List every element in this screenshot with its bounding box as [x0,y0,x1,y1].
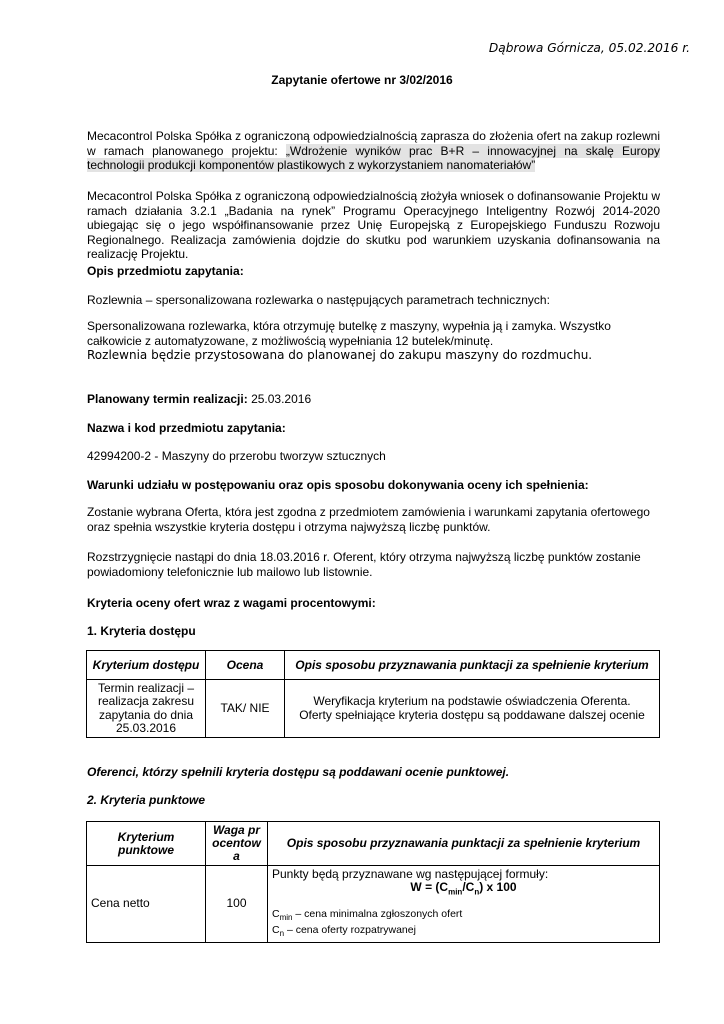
legend-min [272,908,655,924]
table-cell [285,680,660,738]
deadline-label: Planowany termin realizacji: [87,392,248,406]
conditions-paragraph-1: Zostanie wybrana Oferta, która jest zgodna z przedmiotem zamówienia i warunkami zapytania ofertowego oraz spełnia wszystkie kryteria dostępu i otrzyma najwyższą liczbę punktów. [87,505,650,534]
legend-subscript: n [279,929,285,939]
formula-cell [268,866,660,943]
table-cell: TAK/ NIE [206,680,285,738]
access-criteria-heading: 1. Kryteria dostępu [87,624,196,638]
table-header: Kryterium punktowe [87,822,206,866]
conditions-heading: Warunki udziału w postępowaniu oraz opis sposobu dokonywania oceny ich spełnienia: [87,478,589,492]
formula-part: /C [462,880,475,895]
subject-heading: Opis przedmiotu zapytania: [87,264,244,278]
criteria-heading: Kryteria oceny ofert wraz z wagami procentowymi: [87,596,376,610]
desc-line-1: Weryfikacja kryterium na podstawie oświadczenia Oferenta. [313,694,631,709]
formula-part: W = (C [410,880,449,895]
subject-intro: Rozlewnia – spersonalizowana rozlewarka o następujących parametrach technicznych: [87,293,550,307]
intro-paragraph [87,129,660,173]
table-header-row [87,822,660,866]
formula-subscript: min [448,887,463,897]
formula-part: ) x 100 [479,880,517,895]
desc-line-2: Oferty spełniające kryteria dostępu są poddawane dalszej ocenie [299,707,645,722]
points-criteria-heading: 2. Kryteria punktowe [87,793,206,807]
table-header: Ocena [206,651,285,680]
formula-intro: Punkty będą przyznawane wg następującej formuły: [272,867,549,881]
legend-text: – cena oferty rozpatrywanej [284,924,416,937]
code-value: 42994200-2 - Maszyny do przerobu tworzyw sztucznych [87,449,386,463]
table-row [87,866,660,943]
legend-subscript: min [279,913,293,923]
deadline-line [87,392,660,407]
code-heading: Nazwa i kod przedmiotu zapytania: [87,421,286,435]
table-row [87,680,660,738]
funding-paragraph: Mecacontrol Polska Spółka z ograniczoną odpowiedzialnością złożyła wniosek o dofinansowanie Projektu w ramach działania 3.2.1 „Badania na rynek” Programu Operacyjnego Inteligentny Rozwój 2014-2020 ubiegając się o jego współfinansowanie przez Unię Europejską z Europejskiego Funduszu Rozwoju Regionalnego. Realizacja zamówienia dojdzie do skutku pod warunkiem uzyskania dofinansowania na realizację Projektu. [87,189,660,262]
subject-description: Spersonalizowana rozlewarka, która otrzymuję butelkę z maszyny, wypełnia ją i zamyka. Wszystko całkowicie z automatyzowane, z możliwością wypełniania 12 butelek/minutę. [87,319,611,348]
legend-symbol: C [272,907,280,920]
table-header: Opis sposobu przyznawania punktacji za spełnienie kryterium [268,822,660,866]
subject-note: Rozlewnia będzie przystosowana do planowanej do zakupu maszyny do rozdmuchu. [87,348,593,362]
formula [272,881,655,899]
legend-symbol: C [272,924,280,937]
table-header-row [87,651,660,680]
conditions-paragraph-2: Rozstrzygnięcie nastąpi do dnia 18.03.2016 r. Oferent, który otrzyma najwyższą liczbę punktów zostanie powiadomiony telefonicznie lub mailowo lub listownie. [87,550,641,579]
legend-n [272,924,655,940]
table-header: Opis sposobu przyznawania punktacji za spełnienie kryterium [285,651,660,680]
table-header: Kryterium dostępu [87,651,206,680]
document-title: Zapytanie ofertowe nr 3/02/2016 [271,73,453,87]
project-name-highlight: „Wdrożenie wyników prac B+R – innowacyjnej na skalę Europy technologii produkcji komponentów plastikowych z wykorzystaniem nanomateriałów” [87,143,660,173]
points-criteria-table [86,821,660,943]
evaluation-note: Oferenci, którzy spełnili kryteria dostępu są poddawani ocenie punktowej. [87,765,510,779]
table-cell: Cena netto [87,866,206,943]
intro-text: Mecacontrol Polska Spółka z ograniczoną odpowiedzialnością zaprasza do złożenia ofert na zakup rozlewni w ramach planowanego projektu: [87,129,660,158]
table-header: Waga procentowa [206,822,268,866]
deadline-value: 25.03.2016 [247,392,312,406]
formula-subscript: n [474,887,480,897]
legend-text: – cena minimalna zgłoszonych ofert [292,907,463,920]
table-cell: 100 [206,866,268,943]
access-criteria-table [86,650,660,738]
table-cell: Termin realizacji – realizacja zakresu zapytania do dnia 25.03.2016 [87,680,206,738]
document-date: Dąbrowa Górnicza, 05.02.2016 r. [488,41,690,55]
